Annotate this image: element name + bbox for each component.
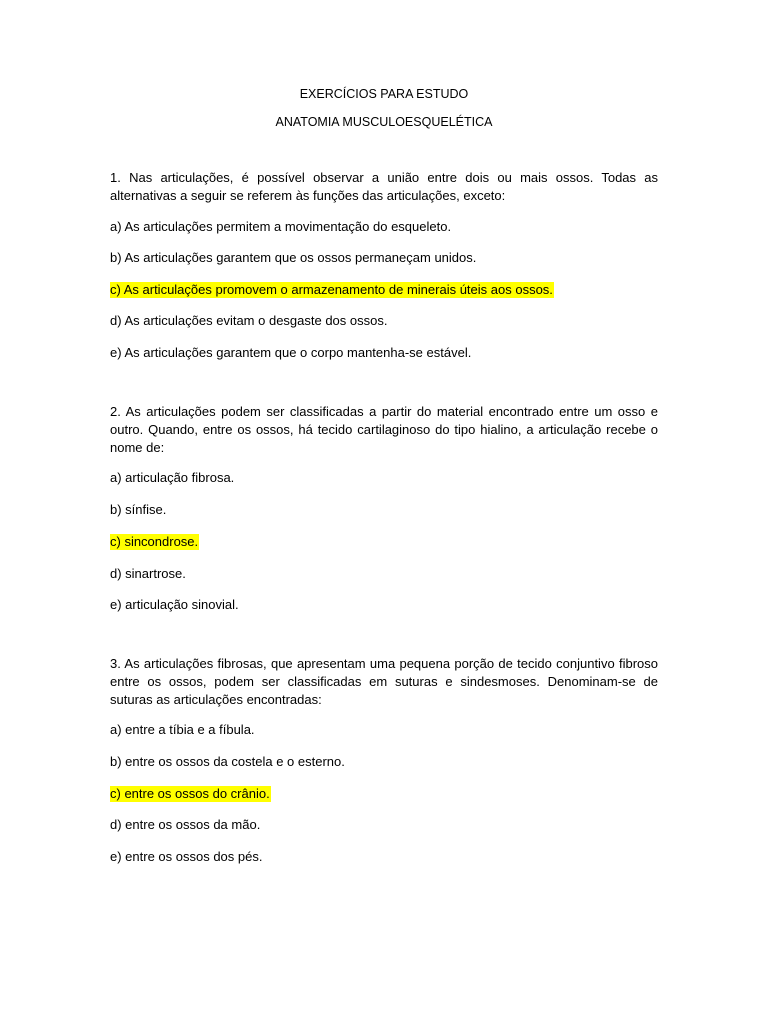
question-1-text: 1. Nas articulações, é possível observar a união entre dois ou mais ossos. Todas as alternativas a seguir se referem às funções das articulações, exceto: [110,170,658,203]
question-3-option-d: d) entre os ossos da mão. [110,817,261,832]
question-3-option-b: b) entre os ossos da costela e o esterno. [110,754,345,769]
question-2-text: 2. As articulações podem ser classificadas a partir do material encontrado entre um osso e outro. Quando, entre os ossos, há tecido cartilaginoso do tipo hialino, a articulação recebe o nome de: [110,404,658,455]
question-1-option-a: a) As articulações permitem a movimentação do esqueleto. [110,219,452,234]
question-2-option-b: b) sínfise. [110,502,167,517]
document-title: EXERCÍCIOS PARA ESTUDO [299,87,469,101]
question-1-option-b: b) As articulações garantem que os ossos permaneçam unidos. [110,250,477,265]
highlighted-answer: c) As articulações promovem o armazenamento de minerais úteis aos ossos. [110,282,553,297]
highlighted-answer: c) entre os ossos do crânio. [110,786,270,801]
question-2-option-c [110,534,199,550]
question-2-option-e: e) articulação sinovial. [110,597,239,612]
question-3-option-c [110,786,271,802]
question-3-option-a: a) entre a tíbia e a fíbula. [110,722,255,737]
question-2-option-d: d) sinartrose. [110,566,186,581]
document-subtitle: ANATOMIA MUSCULOESQUELÉTICA [275,115,493,129]
question-1-option-e: e) As articulações garantem que o corpo mantenha-se estável. [110,345,472,360]
question-2-option-a: a) articulação fibrosa. [110,470,235,485]
highlighted-answer: c) sincondrose. [110,534,199,549]
question-1-option-c [110,282,554,298]
question-3-text: 3. As articulações fibrosas, que apresentam uma pequena porção de tecido conjuntivo fibroso entre os ossos, podem ser classificadas em suturas e sindesmoses. Denominam-se de suturas as articulações encontradas: [110,656,658,707]
question-1-option-d: d) As articulações evitam o desgaste dos ossos. [110,313,388,328]
question-3-option-e: e) entre os ossos dos pés. [110,849,263,864]
